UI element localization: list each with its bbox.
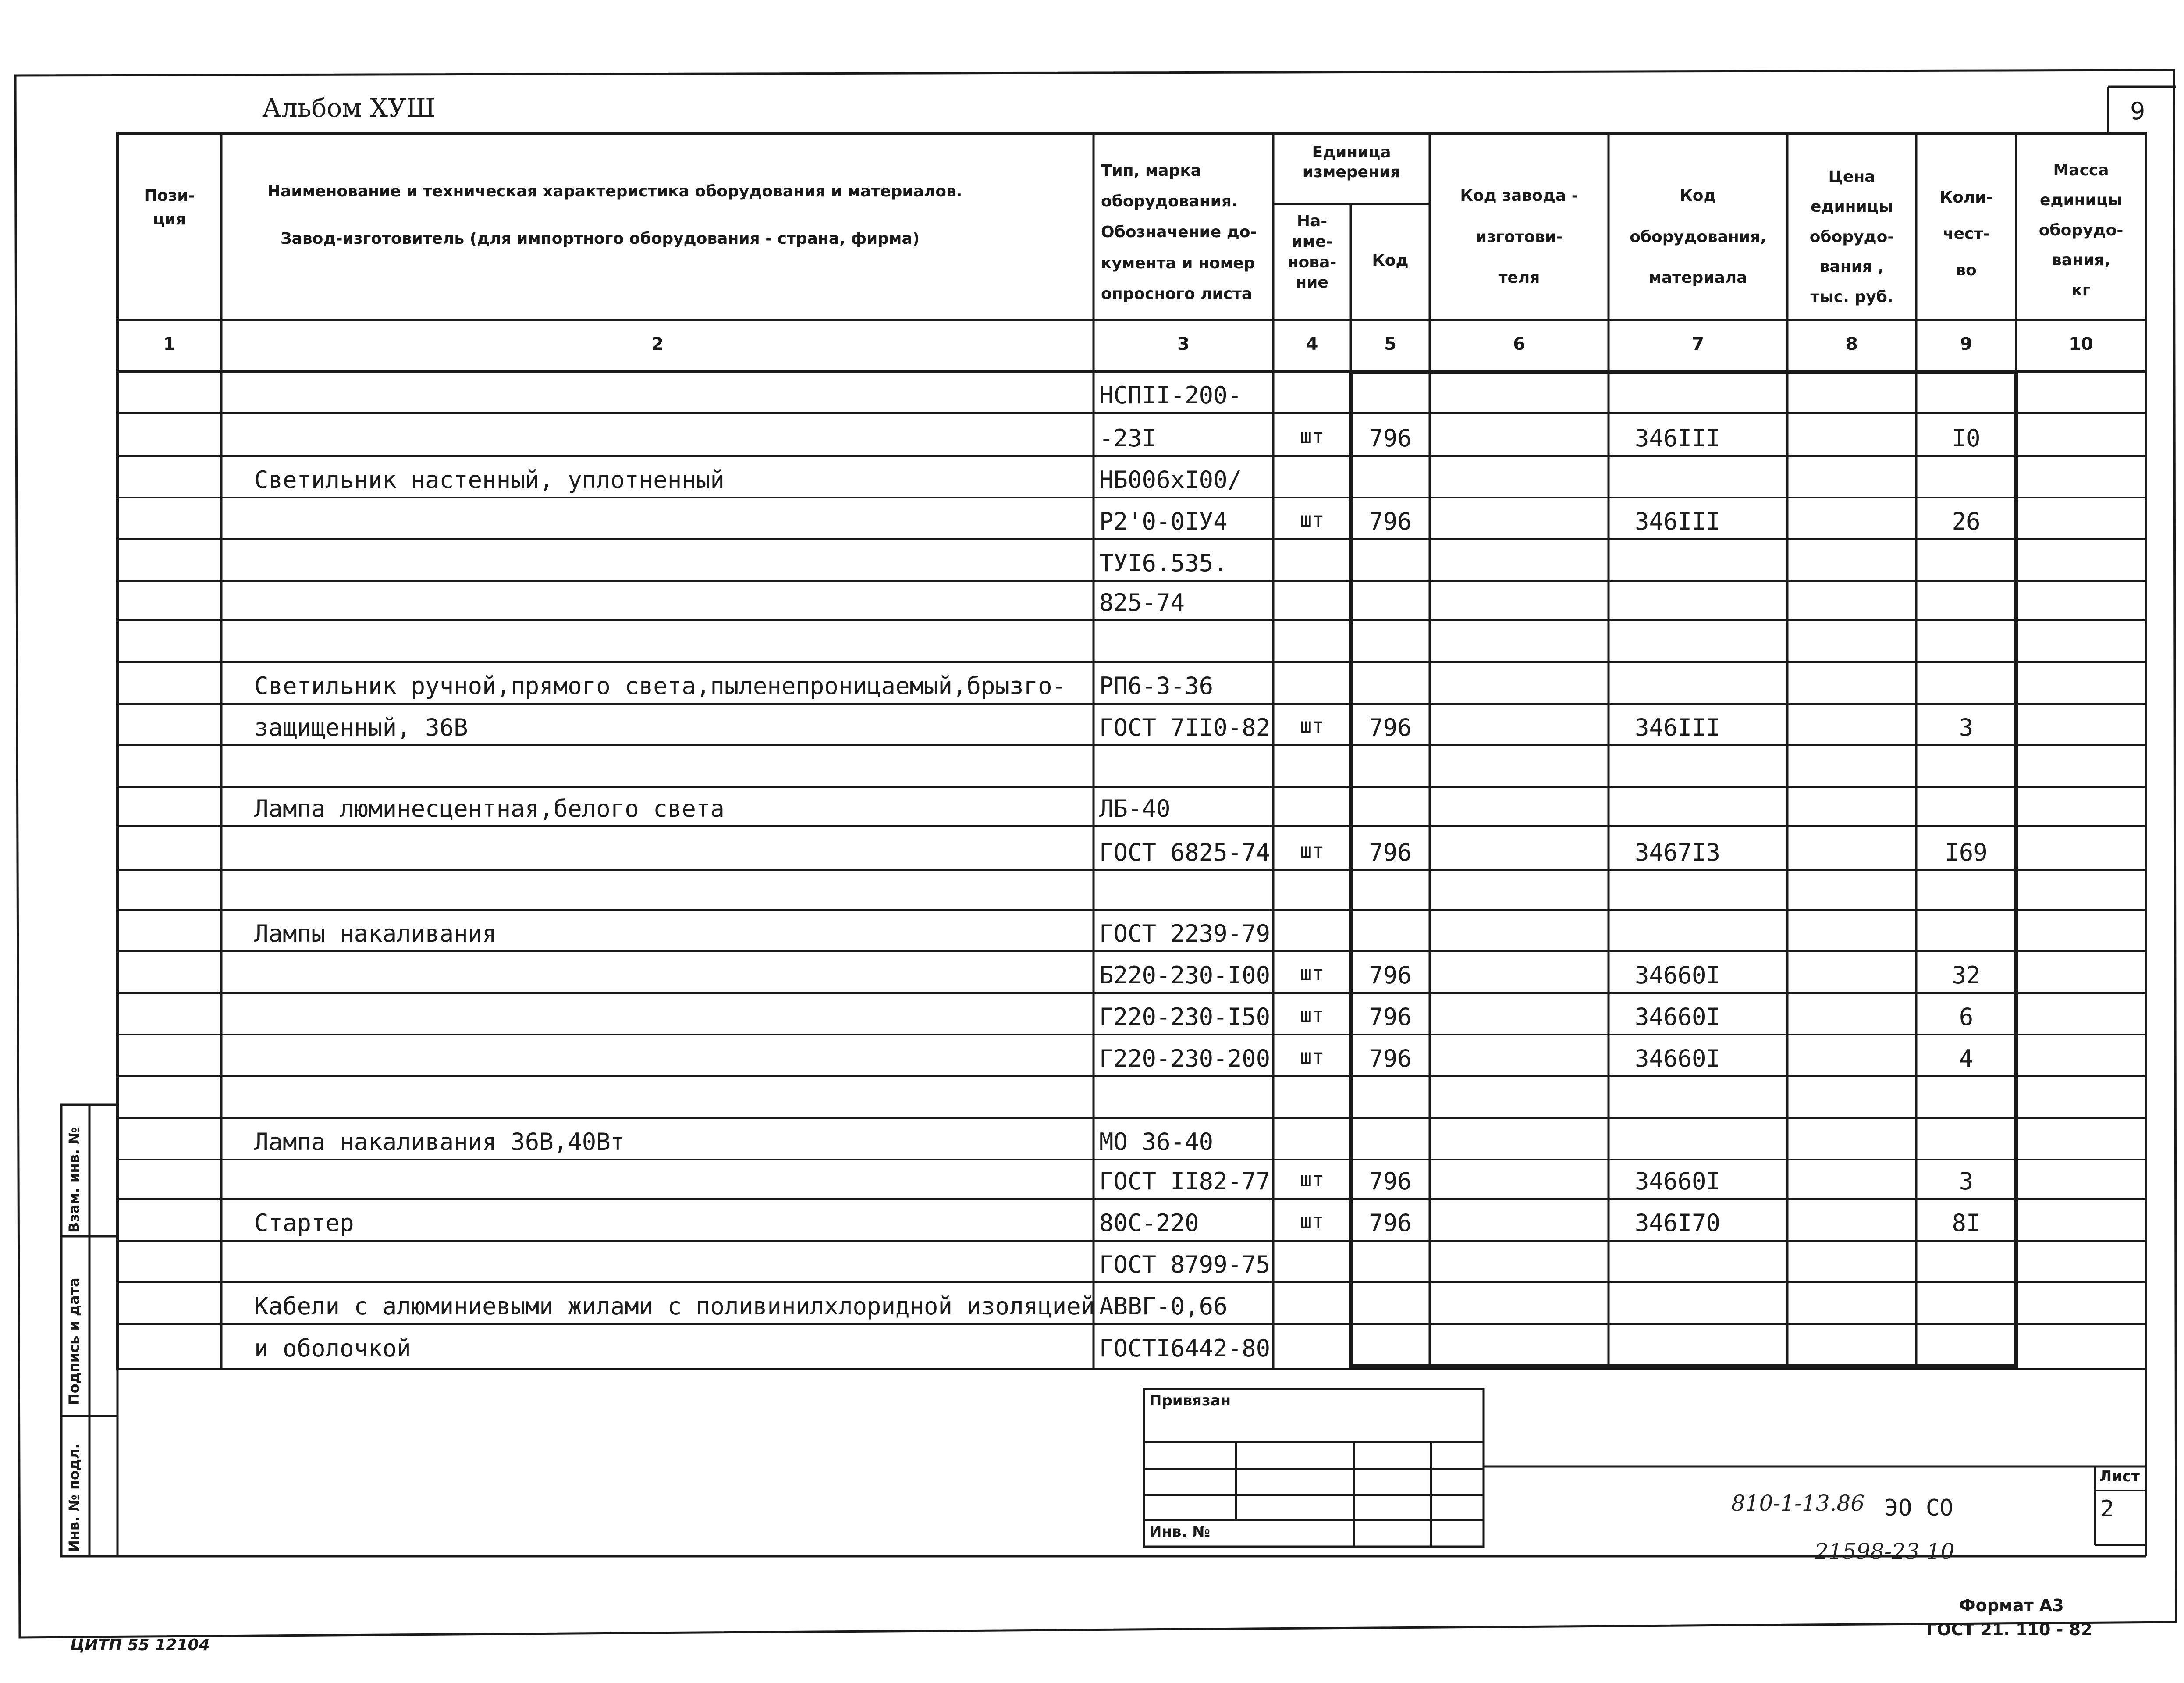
column-number-7: 7 bbox=[1692, 334, 1704, 354]
album-title: Альбом ХУШ bbox=[262, 93, 436, 123]
cell-type: МО 36-40 bbox=[1099, 1128, 1214, 1156]
cell-type: НСПII-200- bbox=[1099, 381, 1242, 409]
column-number-6: 6 bbox=[1513, 334, 1525, 354]
footer-citp: ЦИТП 55 12104 bbox=[70, 1636, 210, 1654]
cell-unit: шт bbox=[1300, 961, 1325, 985]
header-equipment-code: Код оборудования, материала bbox=[1630, 187, 1766, 287]
stamp-inv-no: Инв. № bbox=[1149, 1523, 1211, 1541]
cell-unit-code: 796 bbox=[1369, 1003, 1412, 1031]
side-label-podpis: Подпись и дата bbox=[66, 1277, 82, 1405]
cell-equipment-code: 346III bbox=[1635, 714, 1721, 741]
cell-equipment-code: 346III bbox=[1635, 508, 1721, 535]
header-unit-code: Код bbox=[1372, 252, 1409, 270]
cell-unit: шт bbox=[1300, 714, 1325, 737]
cell-quantity: 4 bbox=[1959, 1045, 1974, 1072]
column-number-9: 9 bbox=[1960, 334, 1972, 354]
cell-type: -23I bbox=[1099, 424, 1157, 452]
header-name-line2: Завод-изготовитель (для импортного оборудования - страна, фирма) bbox=[281, 230, 920, 248]
cell-type: 80С-220 bbox=[1099, 1209, 1199, 1237]
cell-type: ГОСТ 6825-74 bbox=[1099, 839, 1271, 866]
sheet-value: 2 bbox=[2100, 1496, 2114, 1522]
cell-type: Г220-230-200 bbox=[1099, 1045, 1271, 1072]
header-type: Тип, марка оборудования. Обозначение до- кумента и номер опросного листа bbox=[1101, 162, 1257, 303]
cell-name: Стартер bbox=[254, 1209, 354, 1237]
cell-unit: шт bbox=[1300, 424, 1325, 448]
column-number-2: 2 bbox=[651, 334, 664, 354]
cell-quantity: 32 bbox=[1952, 961, 1981, 989]
cell-quantity: 3 bbox=[1959, 714, 1974, 741]
cell-unit: шт bbox=[1300, 1045, 1325, 1068]
cell-equipment-code: 34660I bbox=[1635, 1003, 1721, 1031]
archive-number: 21598-23 10 bbox=[1815, 1539, 1955, 1564]
side-label-inv-podl: Инв. № подл. bbox=[66, 1443, 82, 1552]
cell-name: защищенный, 36В bbox=[254, 714, 468, 741]
cell-type: Б220-230-I00 bbox=[1099, 961, 1271, 989]
stamp-privyazan: Привязан bbox=[1149, 1392, 1231, 1409]
cell-type: ГОСТI6442-80 bbox=[1099, 1334, 1271, 1362]
cell-unit-code: 796 bbox=[1369, 839, 1412, 866]
cell-type: Р2'0-0IУ4 bbox=[1099, 508, 1228, 535]
cell-name: Лампа люминесцентная,белого света bbox=[254, 795, 724, 822]
cell-type: Г220-230-I50 bbox=[1099, 1003, 1271, 1031]
side-label-vzam: Взам. инв. № bbox=[66, 1127, 82, 1233]
cell-name: Светильник ручной,прямого света,пыленепроницаемый,брызго- bbox=[254, 672, 1067, 700]
cell-name: и оболочкой bbox=[254, 1334, 411, 1362]
cell-quantity: 3 bbox=[1959, 1167, 1974, 1195]
cell-unit-code: 796 bbox=[1369, 508, 1412, 535]
cell-unit-code: 796 bbox=[1369, 714, 1412, 741]
cell-unit: шт bbox=[1300, 1167, 1325, 1191]
footer-gost: ГОСТ 21. 110 - 82 bbox=[1926, 1620, 2092, 1639]
column-number-10: 10 bbox=[2069, 334, 2093, 354]
cell-type: 825-74 bbox=[1099, 589, 1185, 616]
cell-unit: шт bbox=[1300, 1209, 1325, 1233]
cell-equipment-code: 34660I bbox=[1635, 961, 1721, 989]
column-number-5: 5 bbox=[1384, 334, 1396, 354]
footer-format: Формат А3 bbox=[1959, 1596, 2064, 1615]
cell-equipment-code: 346I70 bbox=[1635, 1209, 1721, 1237]
cell-quantity: I0 bbox=[1952, 424, 1981, 452]
cell-equipment-code: 34660I bbox=[1635, 1167, 1721, 1195]
cell-unit: шт bbox=[1300, 508, 1325, 531]
cell-equipment-code: 346III bbox=[1635, 424, 1721, 452]
column-number-1: 1 bbox=[163, 334, 176, 354]
cell-quantity: I69 bbox=[1945, 839, 1988, 866]
doc-code-handwritten: 810-1-13.86 bbox=[1731, 1491, 1865, 1516]
header-name-line1: Наименование и техническая характеристика оборудования и материалов. bbox=[267, 182, 962, 200]
cell-type: РП6-3-36 bbox=[1099, 672, 1214, 700]
cell-quantity: 26 bbox=[1952, 508, 1981, 535]
page-number: 9 bbox=[2130, 97, 2145, 125]
column-number-3: 3 bbox=[1177, 334, 1190, 354]
header-unit-name: На- име- нова- ние bbox=[1287, 212, 1337, 292]
cell-unit: шт bbox=[1300, 1003, 1325, 1027]
header-mass: Масса единицы оборудо- вания, кг bbox=[2038, 161, 2124, 299]
cell-name: Лампы накаливания bbox=[254, 920, 497, 947]
cell-unit-code: 796 bbox=[1369, 961, 1412, 989]
cell-type: ГОСТ 7II0-82 bbox=[1099, 714, 1271, 741]
cell-equipment-code: 3467I3 bbox=[1635, 839, 1721, 866]
cell-unit-code: 796 bbox=[1369, 1209, 1412, 1237]
cell-type: ТУI6.535. bbox=[1099, 549, 1228, 577]
doc-code-suffix: ЭО СО bbox=[1885, 1495, 1953, 1521]
header-quantity: Коли- чест- во bbox=[1939, 189, 1993, 279]
cell-name: Лампа накаливания 36В,40Вт bbox=[254, 1128, 625, 1156]
cell-type: ГОСТ 8799-75 bbox=[1099, 1251, 1271, 1278]
cell-type: ГОСТ 2239-79 bbox=[1099, 920, 1271, 947]
cell-name: Светильник настенный, уплотненный bbox=[254, 466, 724, 494]
header-plant-code: Код завода - изготови- теля bbox=[1460, 187, 1578, 287]
header-position: Пози- ция bbox=[144, 187, 195, 228]
cell-quantity: 6 bbox=[1959, 1003, 1974, 1031]
cell-type: НБ006хI00/ bbox=[1099, 466, 1242, 494]
header-price: Цена единицы оборудо- вания , тыс. руб. bbox=[1809, 168, 1894, 306]
cell-unit: шт bbox=[1300, 839, 1325, 862]
cell-quantity: 8I bbox=[1952, 1209, 1981, 1237]
cell-type: ЛБ-40 bbox=[1099, 795, 1171, 822]
cell-unit-code: 796 bbox=[1369, 424, 1412, 452]
sheet-label: Лист bbox=[2099, 1468, 2140, 1485]
cell-unit-code: 796 bbox=[1369, 1045, 1412, 1072]
cell-equipment-code: 34660I bbox=[1635, 1045, 1721, 1072]
cell-unit-code: 796 bbox=[1369, 1167, 1412, 1195]
column-number-4: 4 bbox=[1306, 334, 1318, 354]
cell-type: ГОСТ II82-77 bbox=[1099, 1167, 1271, 1195]
cell-name: Кабели с алюминиевыми жилами с поливинилхлоридной изоляцией bbox=[254, 1292, 1095, 1320]
column-number-8: 8 bbox=[1846, 334, 1858, 354]
header-unit-group: Единица измерения bbox=[1302, 143, 1401, 181]
cell-type: АВВГ-0,66 bbox=[1099, 1292, 1228, 1320]
